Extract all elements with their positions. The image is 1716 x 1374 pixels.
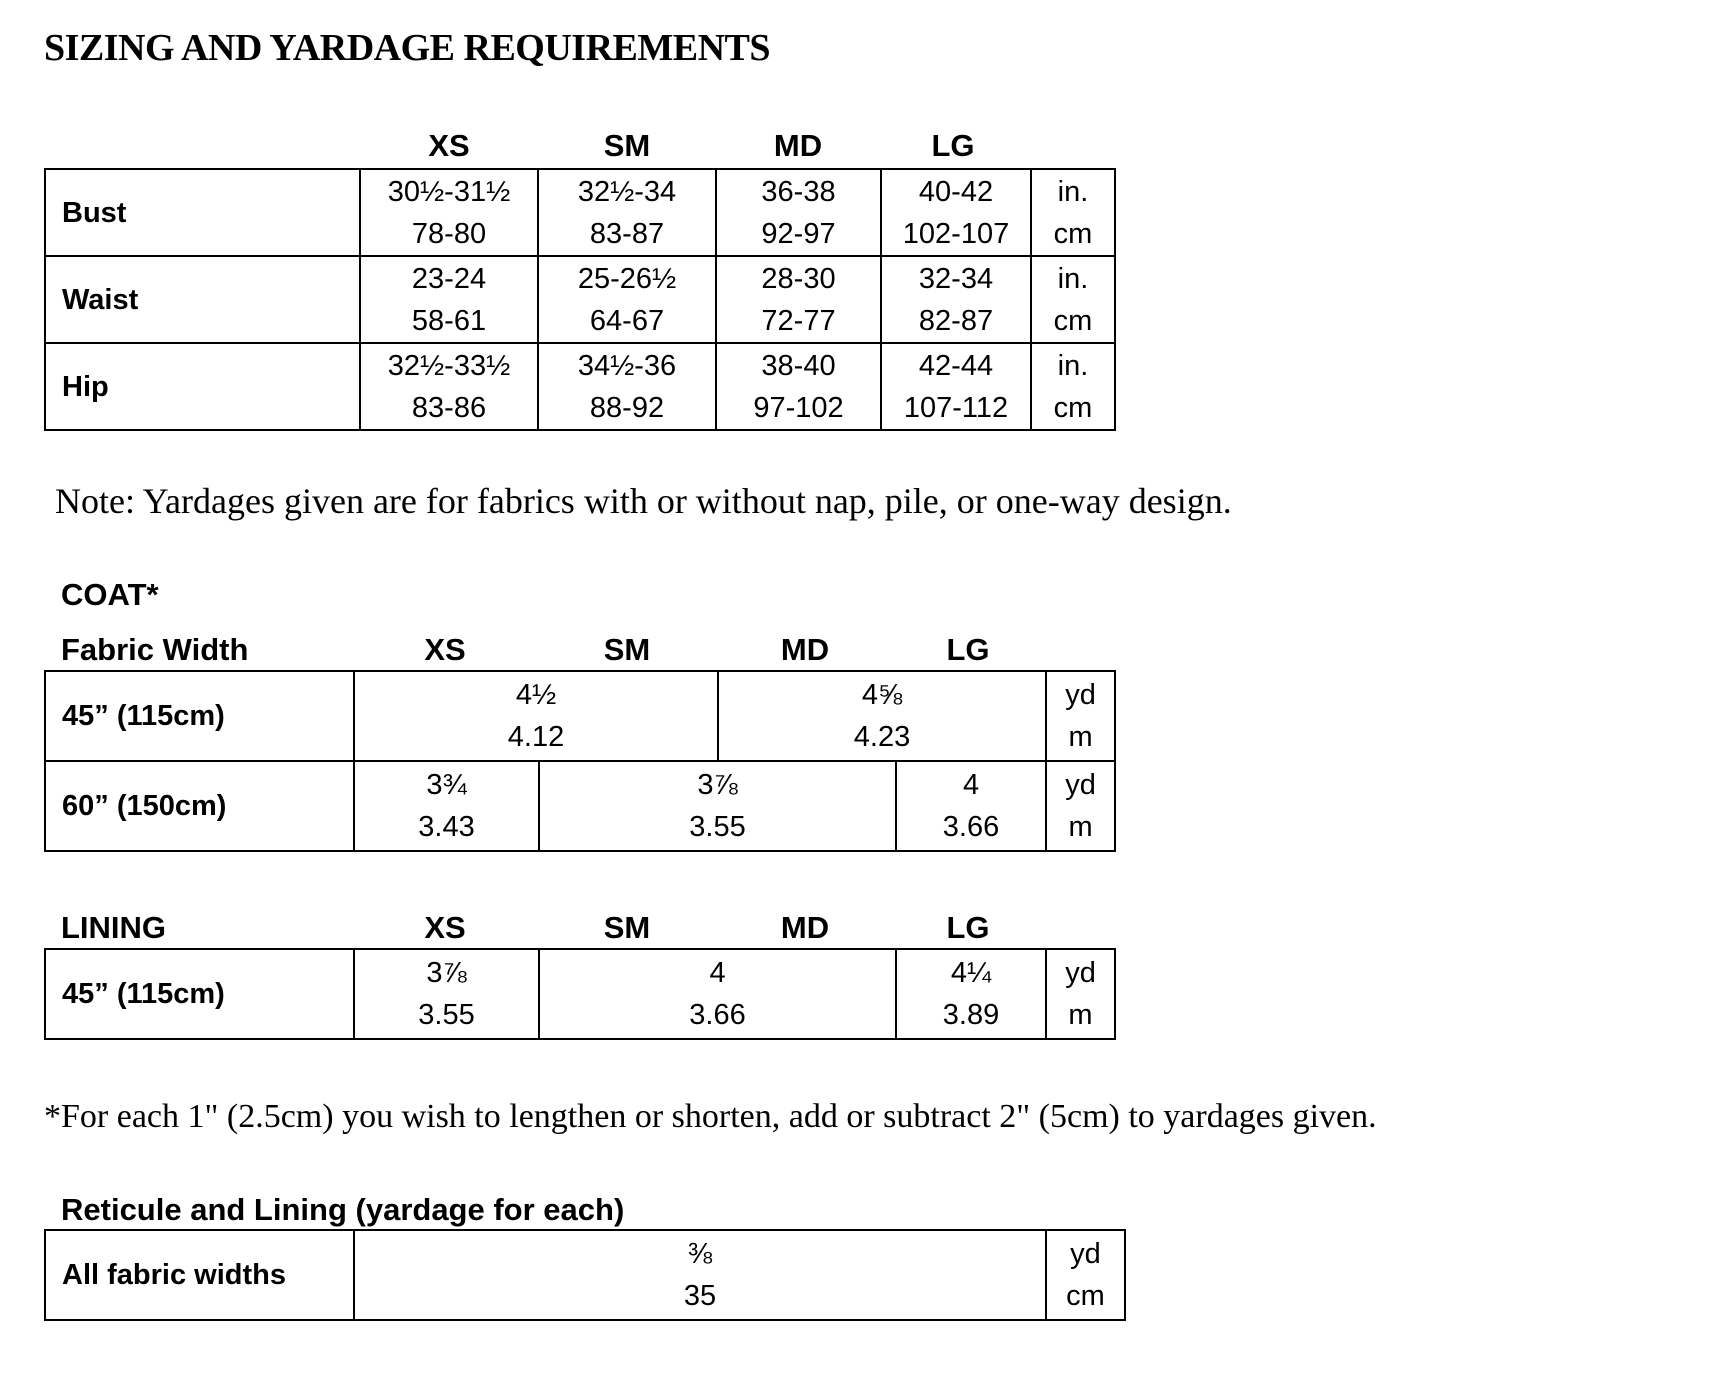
measurements-table [44,168,1116,431]
cell-sm-md: 4 3.66 [539,949,896,1039]
lengthen-footnote: *For each 1" (2.5cm) you wish to lengthen or shorten, add or subtract 2" (5cm) to yardages given. [44,1098,1377,1135]
unit-cell: in. cm [1031,343,1115,430]
cell: 23-24 58-61 [360,256,538,343]
row-label-all-widths: All fabric widths [45,1230,354,1320]
lining-heading: LINING [61,910,167,945]
size-header-sm: SM [603,128,651,163]
page-title: SIZING AND YARDAGE REQUIREMENTS [44,27,771,69]
row-label-bust: Bust [45,169,360,256]
cell: 40-42 102-107 [881,169,1031,256]
unit-cell: yd m [1046,761,1115,851]
cell: 42-44 107-112 [881,343,1031,430]
row-label-60in: 60” (150cm) [45,761,354,851]
table-row [45,343,1115,430]
size-header-xs: XS [428,128,470,163]
row-label-45in: 45” (115cm) [45,671,354,761]
cell-md-lg: 4⅝ 4.23 [718,671,1046,761]
coat-size-lg: LG [946,632,990,667]
size-header-lg: LG [931,128,975,163]
coat-size-md: MD [780,632,830,667]
reticule-table [44,1229,1126,1321]
unit-cell: yd cm [1046,1230,1125,1320]
lining-size-lg: LG [946,910,990,945]
cell-all-sizes: ⅜ 35 [354,1230,1046,1320]
cell-lg: 4 3.66 [896,761,1046,851]
lining-size-sm: SM [603,910,651,945]
cell-xs: 3⅞ 3.55 [354,949,539,1039]
cell: 32½-34 83-87 [538,169,716,256]
unit-cell: yd m [1046,949,1115,1039]
cell: 34½-36 88-92 [538,343,716,430]
table-row [45,1230,1125,1320]
cell-xs-sm: 4½ 4.12 [354,671,718,761]
cell: 30½-31½ 78-80 [360,169,538,256]
cell: 28-30 72-77 [716,256,881,343]
lining-size-md: MD [780,910,830,945]
coat-table [44,670,1116,852]
cell-xs: 3¾ 3.43 [354,761,539,851]
row-label-waist: Waist [45,256,360,343]
yardage-note: Note: Yardages given are for fabrics with or without nap, pile, or one-way design. [55,481,1232,521]
unit-cell: in. cm [1031,256,1115,343]
table-row [45,671,1115,761]
row-label-hip: Hip [45,343,360,430]
coat-size-sm: SM [603,632,651,667]
cell: 32-34 82-87 [881,256,1031,343]
row-label-45in: 45” (115cm) [45,949,354,1039]
coat-size-xs: XS [424,632,466,667]
cell: 32½-33½ 83-86 [360,343,538,430]
table-row [45,949,1115,1039]
table-row [45,761,1115,851]
lining-size-xs: XS [424,910,466,945]
table-row [45,169,1115,256]
unit-cell: yd m [1046,671,1115,761]
cell-lg: 4¼ 3.89 [896,949,1046,1039]
cell: 36-38 92-97 [716,169,881,256]
cell: 38-40 97-102 [716,343,881,430]
fabric-width-heading: Fabric Width [61,632,249,667]
table-row [45,256,1115,343]
reticule-heading: Reticule and Lining (yardage for each) [61,1192,625,1227]
size-header-md: MD [773,128,823,163]
cell-sm-md: 3⅞ 3.55 [539,761,896,851]
unit-cell: in. cm [1031,169,1115,256]
coat-heading: COAT* [61,577,159,612]
cell: 25-26½ 64-67 [538,256,716,343]
lining-table [44,948,1116,1040]
